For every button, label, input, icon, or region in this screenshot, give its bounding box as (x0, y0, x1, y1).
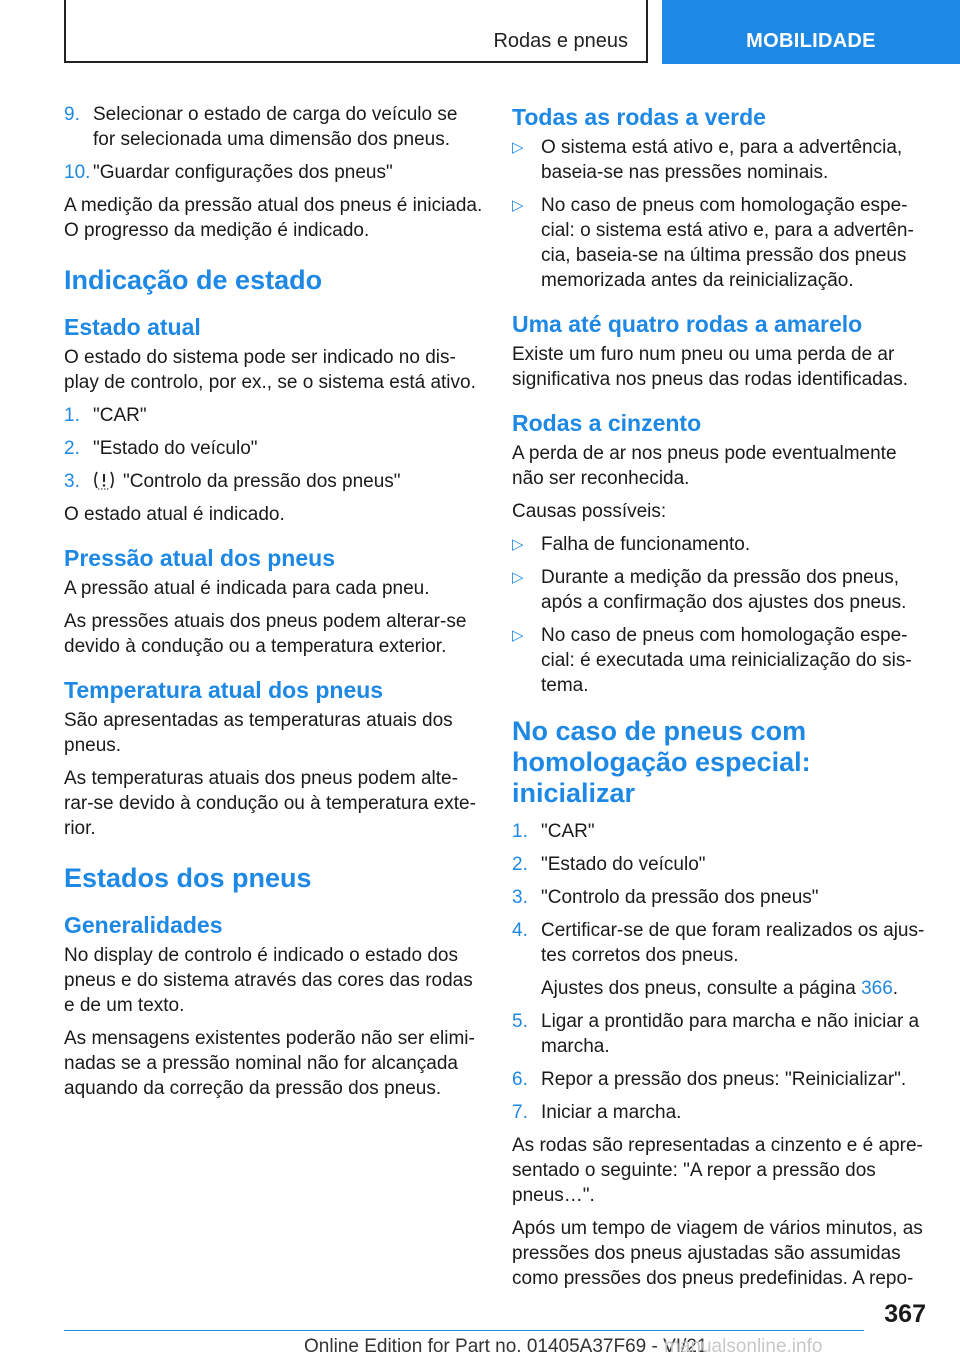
paragraph: As mensagens existentes poderão não ser elimi-nadas se a pressão nominal não for alcançada aquando da correção da pressão dos pneus. (64, 1028, 475, 1099)
paragraph: O estado do sistema pode ser indicado no dis-play de controlo, por ex., se o sistema está ativo. (64, 347, 476, 393)
paragraph: Causas possíveis: (512, 501, 667, 522)
list-item (64, 403, 484, 428)
item-number: 2. (64, 438, 80, 459)
header-chapter-tab: MOBILIDADE (662, 0, 960, 64)
heading-cinzento: Rodas a cinzento (512, 410, 702, 436)
list-item (64, 102, 484, 152)
heading-estado-atual: Estado atual (64, 314, 201, 340)
triangle-bullet-icon: ▷ (512, 627, 524, 644)
item-number: 3. (512, 887, 528, 908)
list-item (512, 135, 930, 185)
heading-generalidades: Generalidades (64, 912, 223, 938)
paragraph: Após um tempo de viagem de vários minutos, as pressões dos pneus ajustadas são assumidas como pressões dos pneus predefinidas. A repo- (512, 1218, 923, 1289)
heading-amarelo: Uma até quatro rodas a amarelo (512, 311, 863, 337)
list-item (512, 918, 930, 968)
watermark: manualsonline.info (664, 1336, 823, 1357)
list-item (512, 1100, 930, 1125)
paragraph: A medição da pressão atual dos pneus é iniciada. O progresso da medição é indicado. (64, 195, 483, 241)
item-text: Selecionar o estado de carga do veículo se for selecionada uma dimensão dos pneus. (93, 104, 458, 150)
list-item (512, 819, 930, 844)
item-text: "Guardar configurações dos pneus" (93, 162, 393, 183)
crossref-suffix: . (892, 978, 899, 999)
paragraph: Existe um furo num pneu ou uma perda de ar significativa nos pneus das rodas identificadas. (512, 344, 909, 390)
item-text: "Controlo da pressão dos pneus" (541, 887, 819, 908)
footer-divider (64, 1330, 864, 1331)
triangle-bullet-icon: ▷ (512, 569, 524, 586)
footer-edition: Online Edition for Part no. 01405A37F69 - VI/21 (304, 1336, 708, 1357)
page-link[interactable]: 366 (861, 978, 893, 999)
item-text: Ligar a prontidão para marcha e não iniciar a marcha. (541, 1011, 920, 1057)
item-text: No caso de pneus com homologação espe-cial: é executada uma reinicialização do sis-tema. (541, 625, 912, 696)
item-text: No caso de pneus com homologação espe-cial: o sistema está ativo e, para a advertên-cia, baseia-se na última pressão dos pneus memorizada antes da reinicialização. (541, 195, 914, 291)
tire-pressure-warning-icon (93, 470, 115, 490)
list-item (512, 1067, 930, 1092)
paragraph: No display de controlo é indicado o estado dos pneus e do sistema através das cores das rodas e de um texto. (64, 945, 473, 1016)
paragraph: O estado atual é indicado. (64, 504, 285, 525)
heading-temperatura-atual: Temperatura atual dos pneus (64, 677, 384, 703)
heading-indicacao-de-estado: Indicação de estado (64, 265, 323, 295)
heading-todas-verde: Todas as rodas a verde (512, 104, 766, 130)
item-number: 1. (64, 405, 80, 426)
item-number: 7. (512, 1102, 528, 1123)
list-item (512, 532, 930, 557)
list-item (512, 885, 930, 910)
paragraph: São apresentadas as temperaturas atuais dos pneus. (64, 710, 453, 756)
paragraph: As pressões atuais dos pneus podem alterar-se devido à condução ou a temperatura exterior. (64, 611, 467, 657)
list-item (64, 436, 484, 461)
paragraph: As temperaturas atuais dos pneus podem alte-rar-se devido à condução ou à temperatura exte-rior. (64, 768, 476, 839)
cross-reference (512, 976, 930, 1001)
paragraph: A perda de ar nos pneus pode eventualmente não ser reconhecida. (512, 443, 897, 489)
triangle-bullet-icon: ▷ (512, 197, 524, 214)
list-item (512, 623, 930, 698)
item-text: Durante a medição da pressão dos pneus, após a confirmação dos ajustes dos pneus. (541, 567, 907, 613)
crossref-text: Ajustes dos pneus, consulte a página (541, 978, 862, 999)
item-text: Repor a pressão dos pneus: "Reinicializar". (541, 1069, 907, 1090)
item-text: Iniciar a marcha. (541, 1102, 682, 1123)
list-item (512, 1009, 930, 1059)
item-number: 9. (64, 104, 80, 125)
list-item (512, 565, 930, 615)
item-number: 10. (64, 162, 91, 183)
item-text: "CAR" (541, 821, 595, 842)
right-column (512, 96, 930, 1299)
triangle-bullet-icon: ▷ (512, 139, 524, 156)
item-number: 4. (512, 920, 528, 941)
list-item (64, 469, 484, 494)
list-item (512, 193, 930, 293)
left-column (64, 102, 484, 1109)
item-number: 3. (64, 471, 80, 492)
item-number: 6. (512, 1069, 528, 1090)
item-text: O sistema está ativo e, para a advertência, baseia-se nas pressões nominais. (541, 137, 903, 183)
list-item (64, 160, 484, 185)
page-number: 367 (884, 1300, 926, 1328)
heading-estados-dos-pneus: Estados dos pneus (64, 863, 312, 893)
item-text: "CAR" (93, 405, 147, 426)
paragraph: A pressão atual é indicada para cada pneu. (64, 578, 430, 599)
list-item (512, 852, 930, 877)
item-text: "Estado do veículo" (93, 438, 258, 459)
item-text: "Controlo da pressão dos pneus" (123, 471, 401, 492)
item-text: Falha de funcionamento. (541, 534, 751, 555)
triangle-bullet-icon: ▷ (512, 536, 524, 553)
item-text: Certificar-se de que foram realizados os ajus-tes corretos dos pneus. (541, 920, 925, 966)
item-number: 5. (512, 1011, 528, 1032)
item-text: "Estado do veículo" (541, 854, 706, 875)
heading-homologacao-especial: No caso de pneus com homologação especial: inicializar (512, 716, 811, 808)
item-number: 2. (512, 854, 528, 875)
header-section-title: Rodas e pneus (493, 30, 628, 52)
paragraph: As rodas são representadas a cinzento e é apre-sentado o seguinte: "A repor a pressão dos pneus…". (512, 1135, 923, 1206)
heading-pressao-atual: Pressão atual dos pneus (64, 545, 335, 571)
item-number: 1. (512, 821, 528, 842)
